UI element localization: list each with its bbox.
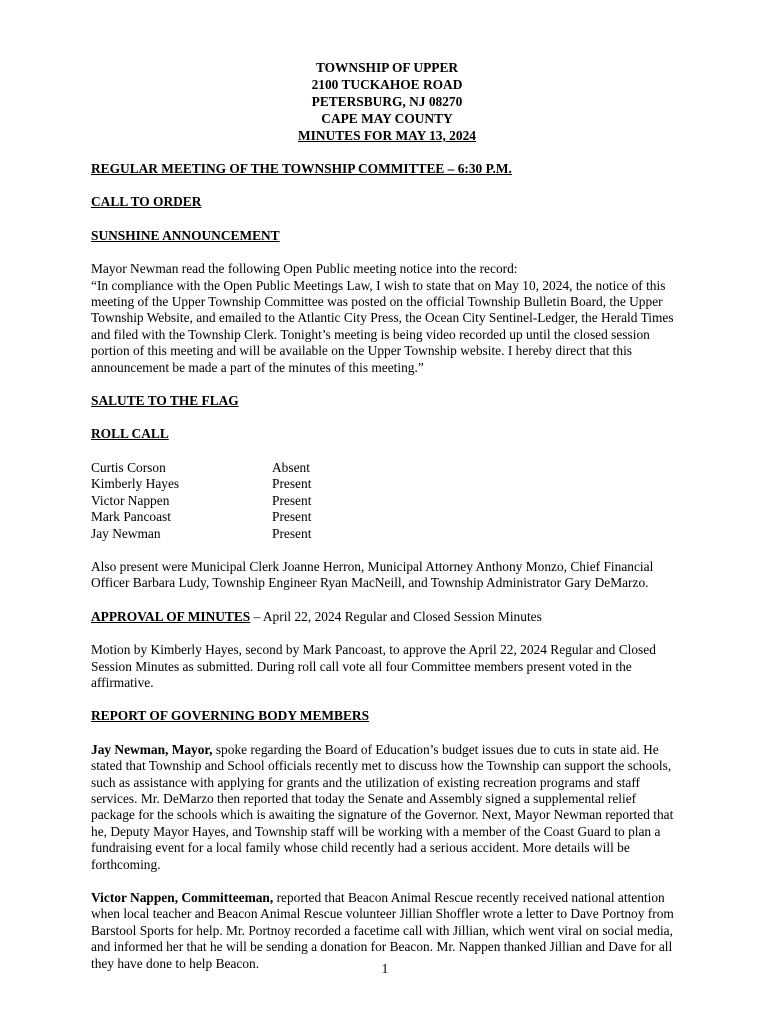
roll-call-row xyxy=(91,460,683,476)
header-county: CAPE MAY COUNTY xyxy=(321,111,453,126)
member-status: Present xyxy=(272,509,312,525)
nappen-text: reported that Beacon Animal Rescue recently received national attention when local teacher and Beacon Animal Rescue volunteer Jillian Shoffler wrote a letter to Dave Portnoy from Barstool Sports for help. Mr. Portnoy recorded a facetime call with Jillian, which went viral on social media, and informed her that he will be sending a donation for Beacon. Mr. Nappen thanked Jillian and Dave for all they have done to help Beacon. xyxy=(91,890,674,971)
newman-text: spoke regarding the Board of Education’s budget issues due to cuts in state aid. He stated that Township and School officials recently met to discuss how the Township can support the schools, such as assistance with applying for grants and the utilization of existing recreation programs and staff services. Mr. DeMarzo then reported that today the Senate and Assembly signed a supplemental relief package for the schools which is awaiting the signature of the Governor. Next, Mayor Newman reported that he, Deputy Mayor Hayes, and Township staff will be working with a member of the Coast Guard to plan a fundraising event for a local family whose child recently had a serious accident. More details will be forthcoming. xyxy=(91,741,674,872)
sunshine-intro: Mayor Newman read the following Open Public meeting notice into the record: xyxy=(91,261,518,277)
roll-call-row xyxy=(91,509,683,525)
newman-lead: Jay Newman, Mayor, xyxy=(91,741,213,757)
roll-call-row xyxy=(91,493,683,509)
meeting-title: REGULAR MEETING OF THE TOWNSHIP COMMITTEE – 6:30 P.M. xyxy=(91,161,512,176)
nappen-report xyxy=(91,890,683,972)
member-status: Absent xyxy=(272,459,310,475)
member-name: Kimberly Hayes xyxy=(91,476,180,492)
header-township: TOWNSHIP OF UPPER xyxy=(315,60,459,75)
roll-call-row xyxy=(91,476,683,492)
approval-heading: APPROVAL OF MINUTES xyxy=(91,608,251,624)
member-status: Present xyxy=(272,525,312,541)
sunshine-heading: SUNSHINE ANNOUNCEMENT xyxy=(91,227,280,243)
roll-call-row xyxy=(91,526,683,542)
approval-motion: Motion by Kimberly Hayes, second by Mark Pancoast, to approve the April 22, 2024 Regular and Closed Session Minutes as submitted. During roll call vote all four Committee members present voted in the affirmative. xyxy=(91,642,656,690)
member-status: Present xyxy=(272,476,312,492)
page-number: 1 xyxy=(381,961,389,976)
member-status: Present xyxy=(272,492,312,508)
roll-call-list xyxy=(91,460,683,542)
roll-call-heading: ROLL CALL xyxy=(91,426,169,442)
approval-line xyxy=(91,609,683,625)
newman-report xyxy=(91,742,683,873)
document-header xyxy=(91,59,683,144)
header-city: PETERSBURG, NJ 08270 xyxy=(311,94,463,109)
header-address: 2100 TUCKAHOE ROAD xyxy=(311,77,463,92)
approval-subtitle: – April 22, 2024 Regular and Closed Session Minutes xyxy=(250,608,542,624)
member-name: Mark Pancoast xyxy=(91,509,171,525)
nappen-lead: Victor Nappen, Committeeman, xyxy=(91,890,274,905)
salute-heading: SALUTE TO THE FLAG xyxy=(91,393,239,409)
minutes-page xyxy=(91,59,683,972)
header-minutes-date: MINUTES FOR MAY 13, 2024 xyxy=(298,128,476,143)
member-name: Curtis Corson xyxy=(91,459,166,475)
member-name: Victor Nappen xyxy=(91,492,170,508)
report-heading: REPORT OF GOVERNING BODY MEMBERS xyxy=(91,708,370,724)
call-to-order-heading: CALL TO ORDER xyxy=(91,194,202,210)
also-present-text: Also present were Municipal Clerk Joanne Herron, Municipal Attorney Anthony Monzo, Chief Financial Officer Barbara Ludy, Township Engineer Ryan MacNeill, and Township Administrator Gary DeMarzo. xyxy=(91,558,654,591)
sunshine-body: “In compliance with the Open Public Meetings Law, I wish to state that on May 10, 2024, the notice of this meeting of the Upper Township Committee was posted on the official Township Bulletin Board, the Upper Township Website, and emailed to the Atlantic City Press, the Ocean City Sentinel-Ledger, the Herald Times and filed with the Township Clerk. Tonight’s meeting is being video recorded up until the closed session portion of this meeting and will be available on the Upper Township website. I hereby direct that this announcement be made a part of the minutes of this meeting.” xyxy=(91,277,674,375)
member-name: Jay Newman xyxy=(91,525,161,541)
